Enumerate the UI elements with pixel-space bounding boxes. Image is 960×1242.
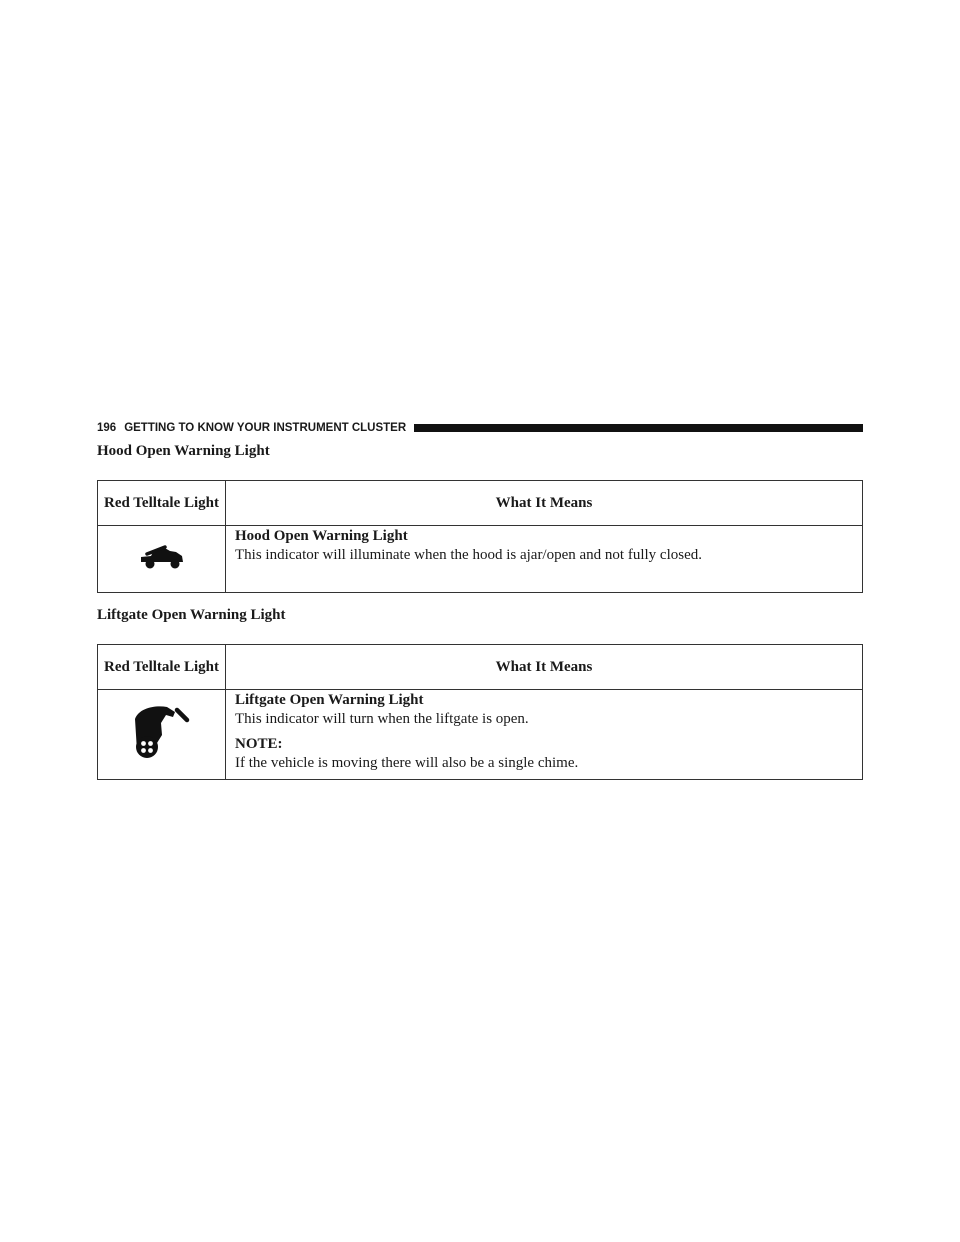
table-row xyxy=(98,526,863,593)
hood-open-icon xyxy=(139,542,185,572)
col-header-meaning: What It Means xyxy=(226,481,863,526)
row-description: This indicator will turn when the liftgate is open. xyxy=(235,711,529,727)
chapter-title: GETTING TO KNOW YOUR INSTRUMENT CLUSTER xyxy=(124,422,407,434)
note-text: If the vehicle is moving there will also be a single chime. xyxy=(235,755,579,771)
row-title: Hood Open Warning Light xyxy=(235,528,408,544)
liftgate-telltale-table xyxy=(97,644,863,780)
col-header-light: Red Telltale Light xyxy=(98,645,226,690)
col-header-light: Red Telltale Light xyxy=(98,481,226,526)
note-label: NOTE: xyxy=(235,736,283,752)
liftgate-open-icon xyxy=(133,703,191,763)
table-header-row xyxy=(98,645,863,690)
page-number: 196 xyxy=(97,422,117,434)
liftgate-section-heading: Liftgate Open Warning Light xyxy=(97,607,286,623)
hood-telltale-table xyxy=(97,480,863,593)
table-row xyxy=(98,690,863,780)
table-header-row xyxy=(98,481,863,526)
header-rule xyxy=(414,424,863,432)
row-title: Liftgate Open Warning Light xyxy=(235,692,424,708)
row-description: This indicator will illuminate when the hood is ajar/open and not fully closed. xyxy=(235,547,702,563)
page-header xyxy=(97,420,863,436)
hood-section-heading: Hood Open Warning Light xyxy=(97,443,270,459)
col-header-meaning: What It Means xyxy=(226,645,863,690)
